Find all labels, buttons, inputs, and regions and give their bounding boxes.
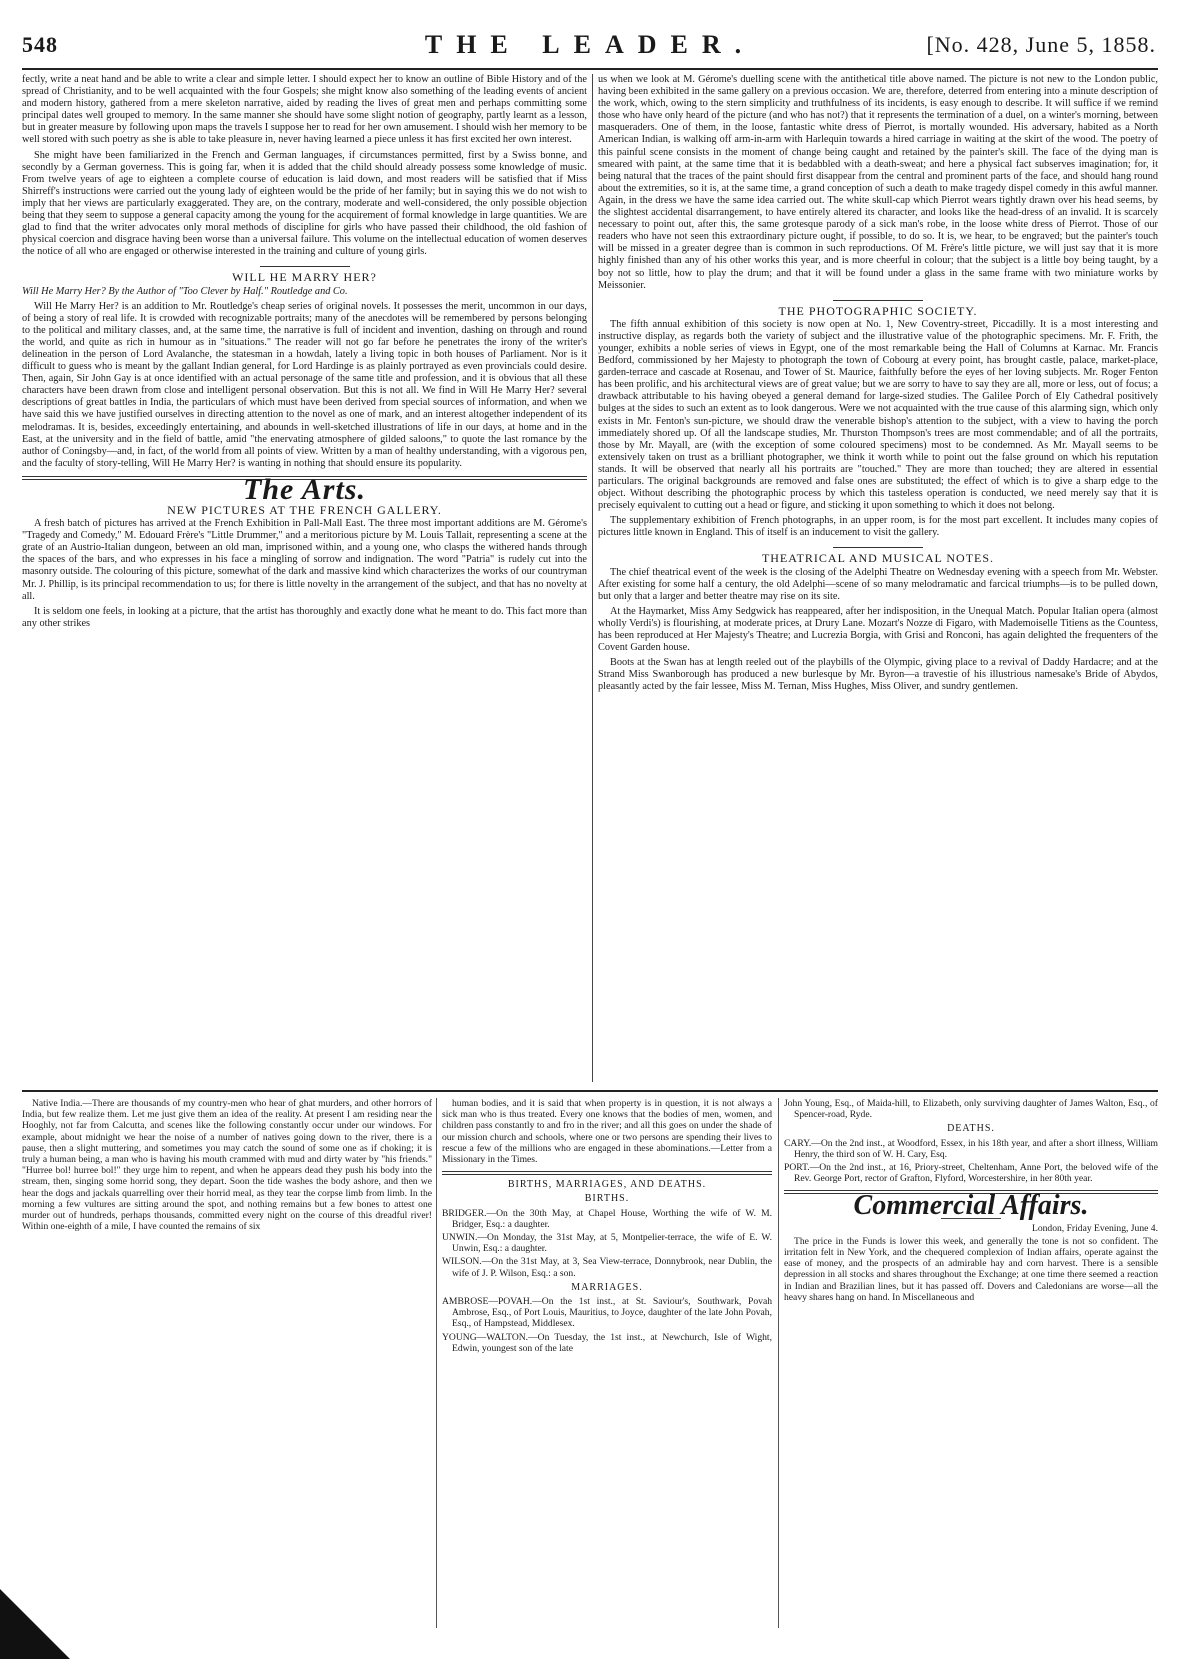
divider [833,547,923,548]
section-title-the-arts: The Arts. [243,472,366,506]
notice-entry: CARY.—On the 2nd inst., at Woodford, Essex, in his 18th year, and after a short illness, William Henry, the third son of W. H. Cary, Esq. [784,1137,1158,1160]
section-heading-will-he-marry-her: WILL HE MARRY HER? [232,270,377,285]
column-rule [778,1098,779,1628]
page-number: 548 [22,32,58,57]
divider [442,1171,772,1175]
article-paragraph: us when we look at M. Gérome's duelling scene with the antithetical title above named. The picture is not new to the London public, having been exhibited in the same gallery on a previous occasion. We are, therefore, deterred from entering into a minute description of the work, which, owing to the stern simplicity and truthfulness of its incidents, is easy enough to describe. It will suffice if we remind those who have only heard of the picture (and who has not?) that it represents the termination of a duel, on a winter's morning, between masqueraders. One of them, in the loose, fantastic white dress of Pierrot, is mortally wounded. His adversary, habited as a North American Indian, is walking off arm-in-arm with Harlequin towards a hired carriage in waiting at the skirt of the wood. The poetry of this painful scene consists in the moment of change being caught and retained by the painter's skill. The face of the dying man is smeared with paint, at the same time that it is bedabbled with a death-sweat; and here a physical fact subserves imagination; for, it being natural that the traces of the paint should first disappear from the central and prominent parts of the face, and should hang round about the extremities, so it is, at the same time, a grand conception of such a death to make tragedy dispel comedy in this awful manner. Again, in the dress we have the same idea carried out. The white skull-cap which Pierrot wears tightly drawn over his head seems, by the slightest accidental disarrangement, to have entirely altered its character, and looks like the head-dress of an invalid. It is scarcely necessary to point out, after this, the same grotesque parody of a sick man's robe, in the loose white dress of Pierrot. Those of our readers who have not seen this extraordinary picture ought, if possible, to do so. It is, we hear, to be engraved; but the painter's touch will be missed in a greater degree than is common in such reproductions. Of M. Frère's little picture, we will just say that it is more highly finished than any of his other works this year, and is more cheerful in colour; that the subject is a little boy being taught, by a boy not so little, how to play the drum; and that it will be found under a glass in the same frame with two miniature works by Meissonier. [598,74,1158,291]
column-rule [436,1098,437,1628]
notice-entry: BRIDGER.—On the 30th May, at Chapel House, Worthing the wife of W. M. Bridger, Esq.: a daughter. [442,1207,772,1230]
lower-column-3 [784,1098,1158,1628]
column-rule [592,74,593,1082]
lower-column-2 [442,1098,772,1628]
article-paragraph: The chief theatrical event of the week is the closing of the Adelphi Theatre on Wednesday evening with a speech from Mr. Webster. After existing for some half a century, the old Adelphi—scene of so many melodramatic and farcical triumphs—is to be pulled down, but only that a larger and better theatre may rise on its site. [598,566,1158,602]
lower-section [22,1090,1158,1632]
notice-entry: YOUNG—WALTON.—On Tuesday, the 1st inst., at Newchurch, Isle of Wight, Edwin, youngest son of the late [442,1331,772,1354]
book-citation: Will He Marry Her? By the Author of "Too Clever by Half." Routledge and Co. [22,285,348,297]
article-paragraph: Will He Marry Her? is an addition to Mr. Routledge's cheap series of original novels. It possesses the merit, uncommon in our days, of being a story of real life. It is crowded with recognizable portraits; many of the anecdotes will be remembered by persons belonging to the political and military classes, and, at the same time, the narrative is full of incident and invention, dashing on through and round the world, and quite as rich in humour as in "situations." The reader will not go far before he penetrates the irony of the writer's delineation in the person of Lord Avalanche, the statesman in a howdah, lately a living topic in both houses of Parliament. Nor is it difficult to guess who is meant by the gallant Indian general, for Lord Hardinge is as plainly portrayed as even provincials could desire. Then, again, Sir John Gay is at once identified with an actual personage of the same title and profession, and it is obvious that all these characters have been drawn from close and intelligent personal observation. But this is not all. We find in Will He Marry Her? several descriptions of great battles in India, the particulars of which must have been derived from special sources of information, and when we have said this we have justified ourselves in directing attention to the novel as one of mark, and an interest altogether independent of its melodramas. It is, besides, exceedingly entertaining, and abounds in well-sketched illustrations of life in our days, at home and in the East, at the university and in the field of battle, amid "the enervating atmosphere of gilded saloons," to quote the last romance by the author of Coningsby—and, in fact, of the world from all points of view. Written by a man of healthy understanding, with a vigorous pen, and the faculty of story-telling, Will He Marry Her? is wanting in nothing that should ensure its popularity. [22,300,587,469]
left-column [22,74,587,1082]
issue-info: [No. 428, June 5, 1858. [926,32,1156,57]
article-paragraph: The supplementary exhibition of French photographs, in an upper room, is for the most part excellent. It includes many copies of pictures little known in England. This of itself is an inducement to visit the gallery. [598,515,1158,539]
subheading-births: BIRTHS. [584,1193,630,1205]
article-paragraph: The price in the Funds is lower this week, and generally the tone is not so confident. The irritation felt in New York, and the chequered complexion of Indian affairs, operate against the ease of money, and the prospects of an admirable hay and corn harvest. There is a sensible depression in all stocks and shares throughout the Exchange; at one time there seemed a reaction in Indian and Brazilian lines, but it has passed off. Dovers and Caledonians are worse—all the heavy shares hang on hand. In Miscellaneous and [784,1235,1158,1303]
article-paragraph: Boots at the Swan has at length reeled out of the playbills of the Olympic, giving place to a revival of Daddy Hardacre; and at the Strand Miss Swanborough has produced a new burlesque by Mr. Byron—a travestie of his illustrious namesake's Bride of Abydos, pleasantly acted by the fair lessee, Miss M. Ternan, Miss Hughes, Miss Oliver, and sundry gentlemen. [598,657,1158,693]
section-heading-photographic-society: THE PHOTOGRAPHIC SOCIETY. [778,303,978,318]
divider [260,266,350,267]
section-heading-french-gallery: NEW PICTURES AT THE FRENCH GALLERY. [167,503,442,517]
scan-corner-shadow [0,1589,70,1659]
notice-entry: WILSON.—On the 31st May, at 3, Sea View-terrace, Donnybrook, near Dublin, the wife of J. P. Wilson, Esq.: a son. [442,1256,772,1279]
notice-entry: John Young, Esq., of Maida-hill, to Elizabeth, only surviving daughter of James Walton, Esq., of Spencer-road, Ryde. [784,1098,1158,1121]
masthead [22,28,1158,70]
dateline: London, Friday Evening, June 4. [1031,1222,1158,1234]
article-paragraph: fectly, write a neat hand and be able to write a clear and simple letter. I should expect her to know an outline of Bible History and of the spread of Christianity, and to be well acquainted with the four Gospels; she might know also something of the leading events of ancient and modern history, gathered from a mere skeleton narrative, aided by reading the lives of great men and perhaps committing some principal dates well grouped to memory. In the same manner she should have some slight notion of geography, partly learnt as a lesson, but in greater measure by following upon maps the travels I suppose her to read for her own amusement. I should wish her memory to be well stored with such poetry as she is able to take pleasure in, never having learned a piece unless it has first excited her own interest. [22,74,587,146]
article-paragraph: At the Haymarket, Miss Amy Sedgwick has reappeared, after her indisposition, in the Unequal Match. Popular Italian opera (almost wholly Verdi's) is flourishing, at moderate prices, at Drury Lane. Mozart's Nozze di Figaro, with Mademoiselle Titiens as the Countess, has been reproduced at Her Majesty's Theatre; and Lucrezia Borgia, with Grisi and Ronconi, has again delighted the frequenters of the Covent Garden house. [598,605,1158,654]
notice-entry: AMBROSE—POVAH.—On the 1st inst., at St. Saviour's, Southwark, Povah Ambrose, Esq., of Port Louis, Mauritius, to Joyce, daughter of the late John Povah, Esq., of Hampstead, Middlesex. [442,1296,772,1330]
article-paragraph: A fresh batch of pictures has arrived at the French Exhibition in Pall-Mall East. The three most important additions are M. Gérome's "Tragedy and Comedy," M. Edouard Frère's "Little Drummer," and a meritorious picture by M. Louis Tallait, representing a scene at the grate of an Austrio-Italian dungeon, between an old man, imprisoned within, and a young one, who clasps the withered hands through the spaces of the bars, and who expresses in his face a mingling of sorrow and indignation. The word "Patria" is rudely cut into the masonry outside. The colouring of this picture, somewhat of the dark and massive kind which characterizes the works of our countryman Mr. J. Phillip, is its principal recommendation to us; for there is little novelty in the arrangement of the subject, and that has no novelty at all. [22,518,587,602]
notice-entry: UNWIN.—On Monday, the 31st May, at 5, Montpelier-terrace, the wife of E. W. Unwin, Esq.: a daughter. [442,1232,772,1255]
section-heading-theatrical-notes: THEATRICAL AND MUSICAL NOTES. [761,551,995,566]
notice-entry: PORT.—On the 2nd inst., at 16, Priory-street, Cheltenham, Anne Port, the beloved wife of the Rev. George Port, rector of Grafton, Flyford, Worcestershire, in her 80th year. [784,1162,1158,1185]
article-paragraph: Native India.—There are thousands of my country-men who hear of ghat murders, and other horrors of India, but few realize them. Let me just give them an idea of the reality. At present I am residing near the Hooghly, not far from Calcutta, and scenes like the following constantly occur under our windows. For example, about midnight we hear the noise of a number of natives going down to the river, there is a pause, then a slight muttering, and sometimes you may catch the sound of some one as if choking; it is truly a human being, a man who is having his mouth crammed with mud and dirty water by "his friends." "Hurree bol! hurree bol!" they urge him to repent, and when he appears dead they push his body into the stream, then, singing some horrid song, they depart. Soon the tide washes the body ashore, and then we hear the dogs and jackals quarrelling over their horrid meal, as they tear the corpse limb from limb. In the morning a few vultures are sitting around the spot, and nothing remains but a few bones to attest one murder out of hundreds, perhaps thousands, committed every night on the course of this dreadful river! Within one-eighth of a mile, I have counted the remains of six [22,1098,432,1233]
article-paragraph: human bodies, and it is said that when property is in question, it is not always a sick man who is thus treated. Every one knows that the bodies of men, women, and children pass constantly to and fro in the river; and all this goes on under the shade of our mission church and schools, where one or two persons are spending their lives to rescue a few of the millions who are engaged in these abominations.—Letter from a Missionary in the Times. [442,1098,772,1166]
subheading-marriages: MARRIAGES. [571,1281,643,1293]
subheading-deaths: DEATHS. [947,1123,995,1135]
divider [833,300,923,301]
right-column [598,74,1158,1082]
newspaper-page [22,28,1158,1628]
section-heading-births-marriages-deaths: BIRTHS, MARRIAGES, AND DEATHS. [507,1179,707,1191]
upper-section [22,74,1158,1082]
lower-column-1 [22,1098,432,1628]
article-paragraph: She might have been familiarized in the French and German languages, if circumstances permitted, first by a Swiss bonne, and secondly by a German governess. This is going far, when it is added that the child should already possess some knowledge of music. From twelve years of age to eighteen a complete course of education is laid down, and most readers will be satisfied that if Miss Shirreff's instructions were carried out the young lady of eighteen would be the pride of her family; but in saying this we do not wish to imply that her views are particularly exaggerated. They are, on the contrary, moderate and well-considered, the only possible objection being that they seem to suppose a general capacity among the young for the acquirement of formal knowledge in large quantities. We are glad to find that the writer advocates only moral methods of discipline for girls who have passed their childhood, the old fashion of physical coercion and disgrace having been worse than a universal failure. This volume on the intellectual education of women deserves the notice of all who are engaged or otherwise interested in the training and culture of young girls. [22,149,587,258]
section-title-commercial-affairs: Commercial Affairs. [853,1190,1089,1222]
newspaper-title: THE LEADER. [424,30,756,59]
article-paragraph: The fifth annual exhibition of this society is now open at No. 1, New Coventry-street, Piccadilly. It is a most interesting and instructive display, as regards both the variety of subject and the illustrative value of the photographic specimens. Mr. F. Frith, the younger, exhibits a noble series of views in Egypt, one of the most remarkable being the Hall of Columns at Karnac. Mr. Francis Bedford, commissioned by her Majesty to photograph the town of Cobourg at every point, has brought castle, palace, market-place, garden-terrace and cascade at Rosenau, and Tower of St. Maurice, faithfully before the eyes of her loving subjects. Mr. Roger Fenton has been prolific, and his architectural views are of great value; but we are sorry to have to say they are all, more or less, out of focus; a drawback attributable to his having obeyed a general demand for large-sized studies. The Galilee Porch of Ely Cathedral positively bulges at the sides to such an extent as to look dangerous. Were we not acquainted with the true cause of this alarming sign, which only exists in Mr. Fenton's sun-picture, we should draw the venerable bishop's attention to the subject, with a view to having the porch immediately shored up. Of all the landscape studies, Mr. Thurston Thompson's trees are most commendable; and of all the portraits, those by Mr. Mayall, are (with the exception of some coloured specimens) most to be condemned. As Mr. Mayall seems to be extensively taken on trust as a brilliant photographer, we think it worth while to point out the false ground on which his reputation stands. It will be observed that nearly all his portraits are "touched." They are more than touched; they are altered in essential particulars. The original backgrounds are removed and false ones are substituted; the effect of which is to give a sharp edge to the object. Without describing the photographic process by which this tasteless operation is conducted, we need merely say that it is precisely equivalent to cutting out a head or figure, and sticking it upon something to which it does not belong. [598,318,1158,512]
article-paragraph: It is seldom one feels, in looking at a picture, that the artist has thoroughly and exactly done what he meant to do. This fact more than any other strikes [22,605,587,629]
